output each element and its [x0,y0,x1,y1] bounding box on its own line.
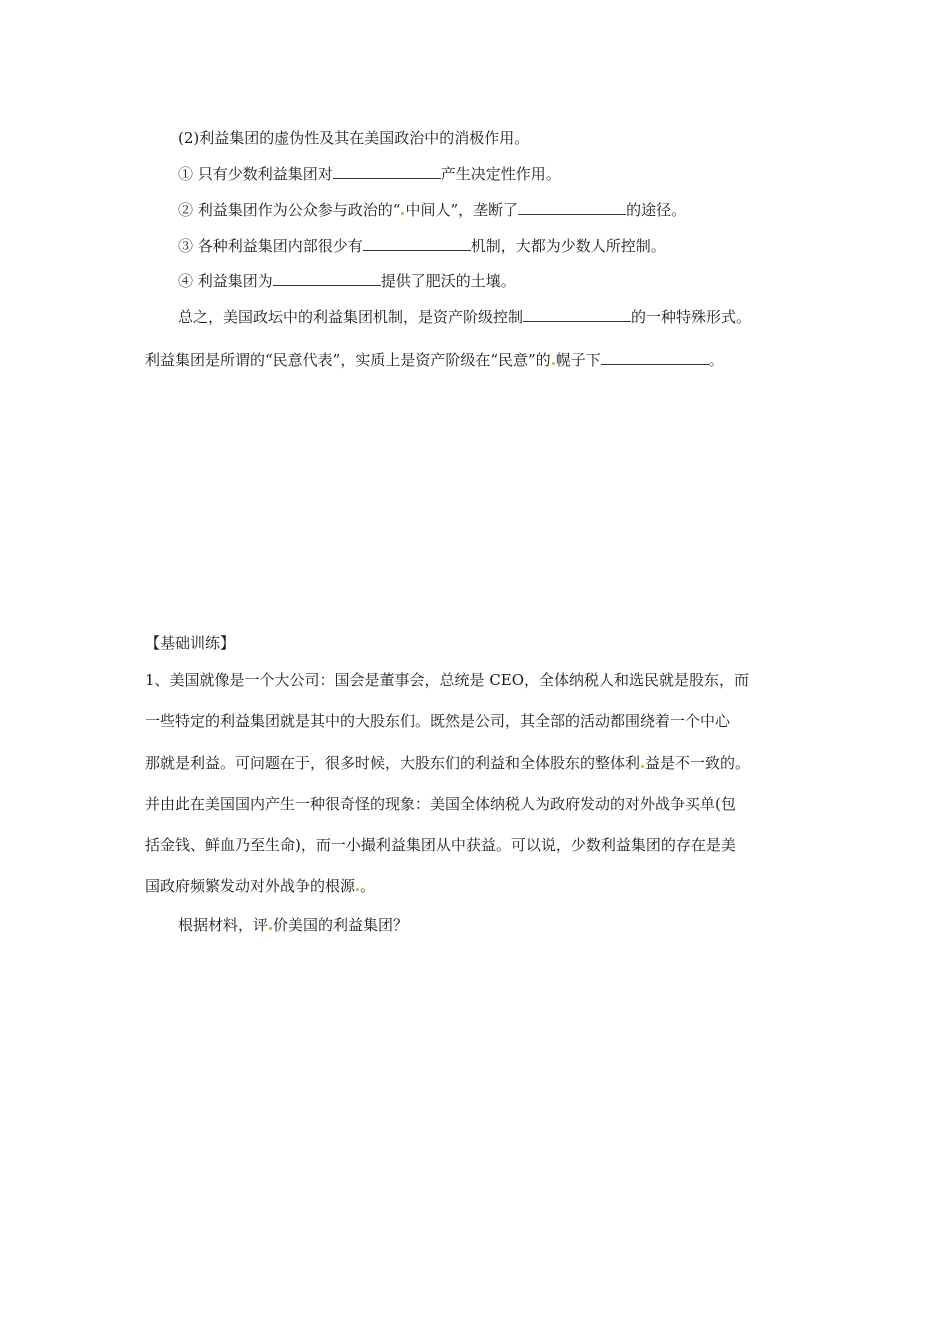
section-heading-text: (2)利益集团的虚伪性及其在美国政治中的消极作用。 [178,129,530,147]
summary-text: 幌子下 [555,351,601,369]
training-heading-text: 【基础训练】 [145,634,236,652]
mark-dot [401,212,404,215]
paragraph-line [145,711,825,731]
summary-text: 的一种特殊形式。 [631,308,752,326]
item-text: ② 利益集团作为公众参与政治的“ [178,201,401,219]
section-heading [178,128,828,148]
paragraph-text: 那就是利益。可问题在于，很多时候，大股东们的利益和全体股东的整体利 [145,754,641,772]
list-item [178,200,828,220]
paragraph-text: 并由此在美国国内产生一种很奇怪的现象：美国全体纳税人为政府发动的对外战争买单(包 [145,795,736,813]
paragraph-text: 国政府频繁发动对外战争的根源 [145,877,356,895]
item-text: 机制，大都为少数人所控制。 [470,237,666,255]
paragraph-text: 益是不一致的。 [645,754,751,772]
paragraph-line [145,753,825,773]
item-text: 的途径。 [626,201,687,219]
list-item [178,236,828,256]
mark-dot [641,765,644,768]
fill-blank[interactable] [523,307,631,322]
fill-blank[interactable] [518,200,626,215]
item-text: ④ 利益集团为 [178,272,273,290]
summary-line [178,307,828,327]
fill-blank[interactable] [363,236,471,251]
fill-blank[interactable] [273,271,381,286]
list-item [178,271,828,291]
summary-text: 利益集团是所谓的“民意代表”，实质上是资产阶级在“民意”的 [145,351,551,369]
training-heading [145,633,825,653]
item-text: ③ 各种利益集团内部很少有 [178,237,363,255]
item-text: ① 只有少数利益集团对 [178,165,333,183]
paragraph-text: 一些特定的利益集团就是其中的大股东们。既然是公司，其全部的活动都围绕着一个中心 [145,712,731,730]
question-text: 价美国的利益集团？ [273,916,409,934]
mark-dot [552,362,555,365]
summary-text: 总之，美国政坛中的利益集团机制，是资产阶级控制 [178,308,524,326]
paragraph-text: 。 [360,877,376,895]
paragraph-text: 括金钱、鲜血乃至生命)，而一小撮利益集团从中获益。可以说，少数利益集团的存在是美 [145,836,736,854]
paragraph-line [145,835,825,855]
question-text: 根据材料，评 [178,916,269,934]
summary-line [145,350,825,370]
mark-dot [356,888,359,891]
paragraph-text: 1、美国就像是一个大公司：国会是董事会，总统是 CEO，全体纳税人和选民就是股东，而 [145,671,750,689]
item-text: 中间人”，垄断了 [405,201,519,219]
summary-text: 。 [708,351,724,369]
list-item [178,164,828,184]
paragraph-line [145,876,825,896]
item-text: 产生决定性作用。 [440,165,561,183]
paragraph-line [145,670,825,690]
fill-blank[interactable] [333,164,441,179]
item-text: 提供了肥沃的土壤。 [380,272,516,290]
question-line [178,915,828,935]
fill-blank[interactable] [601,350,709,365]
mark-dot [269,927,272,930]
paragraph-line [145,794,825,814]
